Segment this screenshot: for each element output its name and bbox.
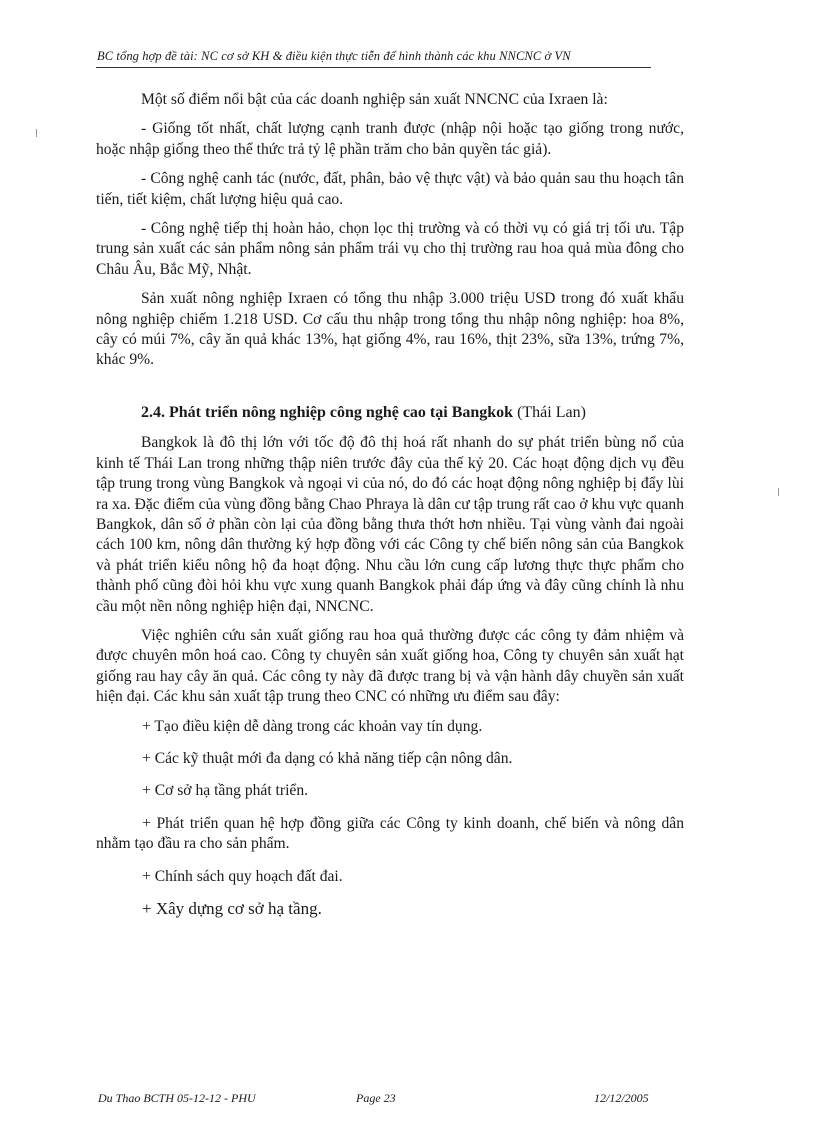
section-heading xyxy=(96,403,684,423)
bullet-item: + Xây dựng cơ sở hạ tầng. xyxy=(142,899,322,918)
paragraph: - Giống tốt nhất, chất lượng cạnh tranh được (nhập nội hoặc tạo giống trong nước, hoặc nhập giống theo thể thức trả tỷ lệ phần trăm cho bản quyền tác giả). xyxy=(96,120,684,158)
paragraph: Bangkok là đô thị lớn với tốc độ đô thị hoá rất nhanh do sự phát triển bùng nổ của kinh tế Thái Lan trong những thập niên trước đây của thế kỷ 20. Các hoạt động dịch vụ đều tập trung trong vùng Bangkok và ngoại vi của nó, do đó các hoạt động nông nghiệp bị đẩy lùi ra xa. Đặc điểm của vùng đồng bằng Chao Phraya là dân cư tập trung rất cao ở khu vực quanh Bangkok, dân số ở phần còn lại của đồng bằng thưa thớt hơn nhiều. Tại vùng vành đai ngoài cách 100 km, nông dân thường ký hợp đồng với các Công ty chế biến nông sản của Bangkok và phát triển kiểu nông hộ đa hoạt động. Nhu cầu lớn cung cấp lương thực thực phẩm cho thành phố cũng đòi hỏi khu vực xung quanh Bangkok phải đáp ứng và đây cũng chính là nhu cầu một nền nông nghiệp hiện đại, NNCNC. xyxy=(96,434,684,615)
paragraph: - Công nghệ tiếp thị hoàn hảo, chọn lọc thị trường và có thời vụ có giá trị tối ưu. Tập trung sản xuất các sản phẩm nông sản phẩm trái vụ cho thị trường rau hoa quả mùa đông cho Châu Âu, Bắc Mỹ, Nhật. xyxy=(96,220,684,278)
document-body xyxy=(96,90,684,931)
paragraph: Một số điểm nổi bật của các doanh nghiệp sản xuất NNCNC của Ixraen là: xyxy=(141,91,608,108)
paragraph: Việc nghiên cứu sản xuất giống rau hoa quả thường được các công ty đảm nhiệm và được chuyên môn hoá cao. Công ty chuyên sản xuất giống hoa, Công ty chuyên sản xuất hạt giống rau hay cây ăn quả. Các công ty này đã được trang bị và vận hành dây chuyền sản xuất hiện đại. Các khu sản xuất tập trung theo CNC có những ưu điểm sau đây: xyxy=(96,626,684,706)
bullet-item: + Các kỹ thuật mới đa dạng có khả năng tiếp cận nông dân. xyxy=(142,749,513,767)
bullet-item: + Cơ sở hạ tầng phát triển. xyxy=(142,782,309,800)
scan-mark xyxy=(778,488,779,496)
header-underline xyxy=(96,67,651,68)
bullet-item: + Tạo điều kiện dễ dàng trong các khoản vay tín dụng. xyxy=(142,717,483,735)
paragraph: Sản xuất nông nghiệp Ixraen có tổng thu nhập 3.000 triệu USD trong đó xuất khẩu nông nghiệp chiếm 1.218 USD. Cơ cấu thu nhập trong tổng thu nhập nông nghiệp: hoa 8%, cây có múi 7%, cây ăn quả khác 13%, hạt giống 4%, rau 16%, thịt 23%, sữa 13%, trứng 7%, khác 9%. xyxy=(96,290,684,369)
footer-draft-label: Du Thao BCTH 05-12-12 - PHU xyxy=(98,1091,256,1105)
paragraph: - Công nghệ canh tác (nước, đất, phân, bảo vệ thực vật) và bảo quản sau thu hoạch tân tiến, tiết kiệm, chất lượng hiệu quả cao. xyxy=(96,170,684,208)
section-heading-bold: 2.4. Phát triển nông nghiệp công nghệ cao tại Bangkok xyxy=(141,403,514,421)
running-header: BC tổng hợp đề tài: NC cơ sở KH & điều kiện thực tiễn để hình thành các khu NNCNC ở VN xyxy=(97,49,571,63)
bullet-item: + Phát triển quan hệ hợp đồng giữa các Công ty kinh doanh, chế biến và nông dân nhằm tạo đầu ra cho sản phẩm. xyxy=(96,814,684,853)
footer-date: 12/12/2005 xyxy=(594,1091,649,1105)
section-heading-suffix: (Thái Lan) xyxy=(513,403,586,421)
scan-mark xyxy=(36,129,37,137)
footer-page-number: Page 23 xyxy=(356,1091,396,1105)
bullet-item: + Chính sách quy hoạch đất đai. xyxy=(142,867,343,885)
